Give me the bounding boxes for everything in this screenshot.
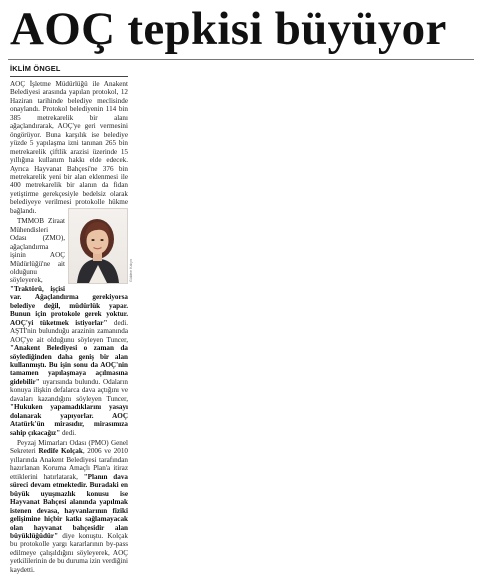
article-body (10, 80, 133, 576)
quote-text: "Anakent Belediyesi o zaman da söylediğinden daha geniş bir alan kullanmıştı. Bu işin sonu da AOÇ'nin tamamen yapılaşmaya açılmasına gidebilir" (10, 344, 128, 386)
body-text: TMMOB Ziraat Mühendisleri Odası (ZMO), ağaçlandırma işinin AOÇ Müdürlüğü'ne ait olduğunu söyleyerek, (10, 217, 65, 285)
byline-rule (10, 76, 128, 77)
body-text: dedi. (60, 428, 77, 437)
body-text: Peyzaj Mimarları Odası (PMO) Genel Sekreteri (10, 439, 128, 456)
quote-text: "Traktörü, işçisi var. Ağaçlandırma gerekiyorsa belediye değil, müdürlük yapar. Bunun için protokole gerek yoktur. AOÇ'yi tüketmek istiyorlar" (10, 284, 128, 327)
body-text: diye konuştu. Kolçak bu protokolle yargı kararlarının by-pass edilmeye çalışıldığını söyleyerek, AOÇ yetkililerinin de bu duruma izin verdiğini kaydetti. (10, 532, 128, 574)
body-text: , 2006 ve 2010 yıllarında Anakent Belediyesi tarafından hazırlanan Koruma Amaçlı Plan'a itiraz ettiklerini hatırlatarak, (10, 447, 128, 481)
quote-text: Redife Kolçak (38, 447, 83, 456)
author-byline: İKLİM ÖNGEL (10, 64, 61, 73)
body-text: uyarısında bulundu. Odaların konuya ilişkin defalarca dava açtığını ve davaları kazandığını söyleyen Tuncer, (10, 377, 128, 403)
photo-credit: Güldem Kalçın (129, 258, 133, 282)
quote-text: "Hukuken yapamadıklarını yasayı dolanarak yapıyorlar. AOÇ Atatürk'ün mirasıdır, mirasımıza sahip çıkacağız" (10, 403, 128, 437)
paragraph-1-text-a: AOÇ İşletme Müdürlüğü ile Anakent Belediyesi arasında yapılan protokol, 12 Haziran tarihinde belediye meclisinde onaylandı. Protokol belediyenin 114 bin 385 metrekarelik bir alanı ağaçlandırarak, AOÇ'ye geri vermesini öngörüyor. Buna karşılık ise belediye yüzde 5 yapılaşma izni tanınan 265 bin metrekarelik çiftlik arazisi üzerinde 15 yıllığına kullanım hakkı elde edecek. Ayrıca Hayvanat Bahçesi'ne 376 bin metrekarelik yeni bir alan eklenmesi ile 400 metrekarelik bir alanın da fidan yetiştirme gerekçesiyle bedelsiz olarak belediyeye verilmesi protokolle hükme bağlandı. (10, 80, 128, 215)
author-photo (68, 208, 133, 284)
paragraph-3 (10, 439, 128, 574)
headline-rule (8, 59, 474, 60)
headline: AOÇ tepkisi büyüyor (10, 3, 447, 55)
body-text: dedi. AŞTİ'nin bulunduğu arazinin zamanında AOÇ'ye ait olduğunu söyleyen Tuncer, (10, 318, 128, 344)
quote-text: "Planın dava süreci devam etmektedir. Buradaki en büyük uyuşmazlık konusu ise Hayvanat Bahçesi alanında yapılmak istenen devasa, hayvanlarının fiziki gelişimine hiçbir katkı sağlamayacak olan hayvanat bahçesidir alan büyüklüğüdür" (10, 472, 128, 541)
portrait-image (69, 209, 127, 283)
